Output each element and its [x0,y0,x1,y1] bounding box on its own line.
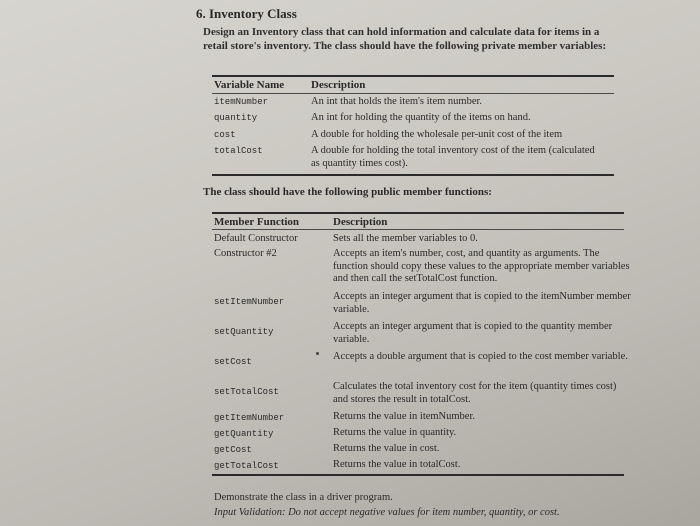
func-desc-cell: Accepts a double argument that is copied to the cost member variable. [333,351,628,362]
stray-mark [316,352,319,355]
func-desc-cell: Returns the value in totalCost. [333,459,461,470]
func-desc-cell: Sets all the member variables to 0. [333,233,478,244]
func-desc-cell: Returns the value in itemNumber. [333,411,476,422]
func-desc-cell: Accepts an integer argument that is copied to the itemNumber member variable. [333,291,631,315]
vars-table-bottom-rule [212,174,614,176]
intro-line-1: Design an Inventory class that can hold information and calculate data for items in a [203,26,600,38]
vars-table-top-rule [212,75,614,77]
func-desc-cell: Accepts an integer argument that is copied to the quantity member variable. [333,321,613,345]
vars-header-desc: Description [311,79,366,91]
func-name-cell: getItemNumber [214,413,285,423]
func-name-cell: getQuantity [214,429,274,439]
exercise-heading: 6. Inventory Class [196,6,297,21]
func-name-cell: setTotalCost [214,387,279,397]
func-desc-cell: Calculates the total inventory cost for the item (quantity times cost) and stores the result in totalCost. [333,381,617,405]
input-validation-text: Input Validation: Do not accept negative values for item number, quantity, or cost. [214,507,560,518]
vars-header-rule [212,93,614,94]
input-validation-note [214,507,560,518]
func-desc-cell: Returns the value in cost. [333,443,440,454]
driver-program-note: Demonstrate the class in a driver program. [214,492,393,503]
func-table-bottom-rule [212,474,624,476]
functions-intro: The class should have the following public member functions: [203,186,492,198]
var-name-cell: quantity [214,113,258,123]
func-name-cell: setCost [214,357,252,367]
func-desc-cell: Accepts an item's number, cost, and quantity as arguments. The function should copy these values to the appropriate member variables and then call the setTotalCost function. [333,248,630,284]
func-table-top-rule [212,212,624,214]
var-name-cell: totalCost [214,146,263,156]
exercise-intro [203,25,643,53]
func-name-cell: setItemNumber [214,297,285,307]
var-name-cell: itemNumber [214,97,269,107]
func-header-name: Member Function [214,216,300,228]
var-desc-cell: A double for holding the total inventory cost of the item (calculated as quantity times cost). [311,145,595,169]
func-header-rule [212,229,624,230]
func-name-cell: getTotalCost [214,461,279,471]
var-desc-cell: An int for holding the quantity of the items on hand. [311,112,531,123]
var-desc-cell: An int that holds the item's item number. [311,96,483,107]
func-name-cell: setQuantity [214,327,274,337]
var-name-cell: cost [214,130,236,140]
func-desc-cell: Returns the value in quantity. [333,427,457,438]
func-header-desc: Description [333,216,388,228]
func-name-cell: getCost [214,445,252,455]
func-name-cell: Constructor #2 [214,248,277,259]
vars-header-name: Variable Name [214,79,285,91]
func-name-cell: Default Constructor [214,233,298,244]
var-desc-cell: A double for holding the wholesale per-unit cost of the item [311,129,563,140]
intro-line-2: retail store's inventory. The class should have the following private member variables: [203,40,607,52]
